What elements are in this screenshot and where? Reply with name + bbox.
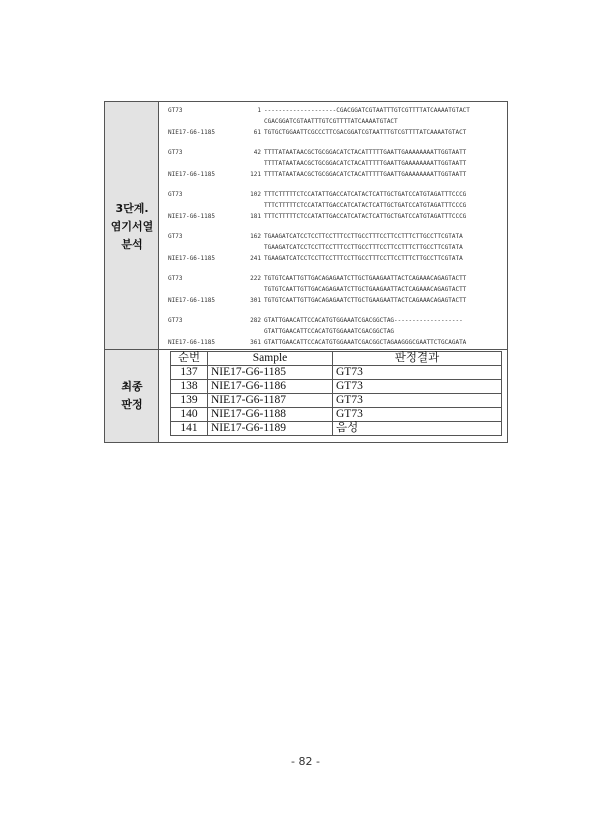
alignment-position: 222: [250, 275, 261, 282]
alignment-seq-name: GT73: [168, 191, 183, 198]
alignment-seq-name: GT73: [168, 107, 183, 114]
alignment-seq-name: NIE17-G6-1185: [168, 213, 215, 220]
alignment-seq-name: GT73: [168, 233, 183, 240]
alignment-position: 102: [250, 191, 261, 198]
result-header-row: [171, 352, 502, 366]
alignment-position: 162: [250, 233, 261, 240]
stage3-label-line1: 3단계.: [115, 202, 149, 215]
header-result: 판정결과: [333, 352, 502, 366]
table-row: [171, 394, 502, 408]
alignment-seq-name: NIE17-G6-1185: [168, 171, 215, 178]
alignment-seq-name: GT73: [168, 149, 183, 156]
table-row: [171, 422, 502, 436]
alignment-sequence: TTTTATAATAACGCTGCGGACATCTACATTTTTGAATTGAAAAAAAATTGGTAATT: [264, 149, 467, 156]
final-label: [105, 378, 159, 414]
alignment-position: 121: [250, 171, 261, 178]
row-sample: NIE17-G6-1185: [208, 366, 333, 380]
alignment-seq-name: GT73: [168, 275, 183, 282]
alignment-position: 241: [250, 255, 261, 262]
page-number: - 82 -: [291, 755, 320, 768]
alignment-sequence: TGAAGATCATCCTCCTTCCTTTCCTTGCCTTTCCTTCCTTTCTTGCCTTCGTATA: [264, 255, 463, 262]
alignment-sequence: GTATTGAACATTCCACATGTGGAAATCGACGGCTAG-------------------: [264, 317, 463, 324]
row-num: 137: [171, 366, 208, 380]
row-sample: NIE17-G6-1188: [208, 408, 333, 422]
alignment-sequence: GTATTGAACATTCCACATGTGGAAATCGACGGCTAGAAGGGCGAATTCTGCAGATA: [264, 339, 467, 346]
alignment-seq-name: GT73: [168, 317, 183, 324]
row-divider: [105, 349, 507, 350]
table-row: [171, 366, 502, 380]
alignment-position: 301: [250, 297, 261, 304]
table-row: [171, 408, 502, 422]
alignment-sequence: TTTTATAATAACGCTGCGGACATCTACATTTTTGAATTGAAAAAAAATTGGTAATT: [264, 171, 467, 178]
final-result-table: [170, 351, 502, 436]
alignment-position: 61: [253, 129, 261, 136]
alignment-position: 282: [250, 317, 261, 324]
alignment-sequence: TGTGCTGGAATTCGCCCTTCGACGGATCGTAATTTGTCGTTTTATCAAAATGTACT: [264, 129, 467, 136]
alignment-seq-name: NIE17-G6-1185: [168, 297, 215, 304]
alignment-sequence: TTTCTTTTTCTCCATATTGACCATCATACTCATTGCTGATCCATGTAGATTTCCCG: [264, 191, 467, 198]
table-row: [171, 380, 502, 394]
alignment-sequence: TGAAGATCATCCTCCTTCCTTTCCTTGCCTTTCCTTCCTTTCTTGCCTTCGTATA: [264, 244, 463, 251]
stage3-label-line2: 염기서열: [110, 220, 154, 233]
alignment-position: 42: [253, 149, 261, 156]
alignment-sequence: TTTCTTTTTCTCCATATTGACCATCATACTCATTGCTGATCCATGTAGATTTCCCG: [264, 213, 467, 220]
stage3-label: [105, 200, 159, 254]
alignment-sequence: --------------------CGACGGATCGTAATTTGTCGTTTTATCAAAATGTACT: [264, 107, 470, 114]
row-sample: NIE17-G6-1189: [208, 422, 333, 436]
row-num: 139: [171, 394, 208, 408]
row-result: GT73: [333, 408, 502, 422]
row-num: 138: [171, 380, 208, 394]
alignment-position: 361: [250, 339, 261, 346]
row-result: GT73: [333, 380, 502, 394]
row-sample: NIE17-G6-1186: [208, 380, 333, 394]
alignment-position: 181: [250, 213, 261, 220]
alignment-sequence: CGACGGATCGTAATTTGTCGTTTTATCAAAATGTACT: [264, 118, 398, 125]
alignment-sequence: TTTTATAATAACGCTGCGGACATCTACATTTTTGAATTGAAAAAAAATTGGTAATT: [264, 160, 467, 167]
alignment-sequence: GTATTGAACATTCCACATGTGGAAATCGACGGCTAG: [264, 328, 395, 335]
header-sample: Sample: [208, 352, 333, 366]
row-result: GT73: [333, 366, 502, 380]
row-num: 141: [171, 422, 208, 436]
row-result: 음성: [333, 422, 502, 436]
sequence-alignment: [164, 102, 504, 348]
alignment-sequence: TGAAGATCATCCTCCTTCCTTTCCTTGCCTTTCCTTCCTTTCTTGCCTTCGTATA: [264, 233, 463, 240]
alignment-position: 1: [257, 107, 261, 114]
row-result: GT73: [333, 394, 502, 408]
final-label-line2: 판정: [121, 398, 143, 411]
alignment-sequence: TGTGTCAATTGTTGACAGAGAATCTTGCTGAAGAATTACTCAGAAACAGAGTACTT: [264, 297, 467, 304]
alignment-seq-name: NIE17-G6-1185: [168, 255, 215, 262]
alignment-sequence: TTTCTTTTTCTCCATATTGACCATCATACTCATTGCTGATCCATGTAGATTTCCCG: [264, 202, 467, 209]
row-sample: NIE17-G6-1187: [208, 394, 333, 408]
alignment-sequence: TGTGTCAATTGTTGACAGAGAATCTTGCTGAAGAATTACTCAGAAACAGAGTACTT: [264, 275, 467, 282]
header-num: 순번: [171, 352, 208, 366]
row-num: 140: [171, 408, 208, 422]
alignment-seq-name: NIE17-G6-1185: [168, 129, 215, 136]
alignment-sequence: TGTGTCAATTGTTGACAGAGAATCTTGCTGAAGAATTACTCAGAAACAGAGTACTT: [264, 286, 467, 293]
stage3-label-line3: 분석: [121, 238, 143, 251]
final-label-line1: 최종: [121, 380, 143, 393]
alignment-seq-name: NIE17-G6-1185: [168, 339, 215, 346]
